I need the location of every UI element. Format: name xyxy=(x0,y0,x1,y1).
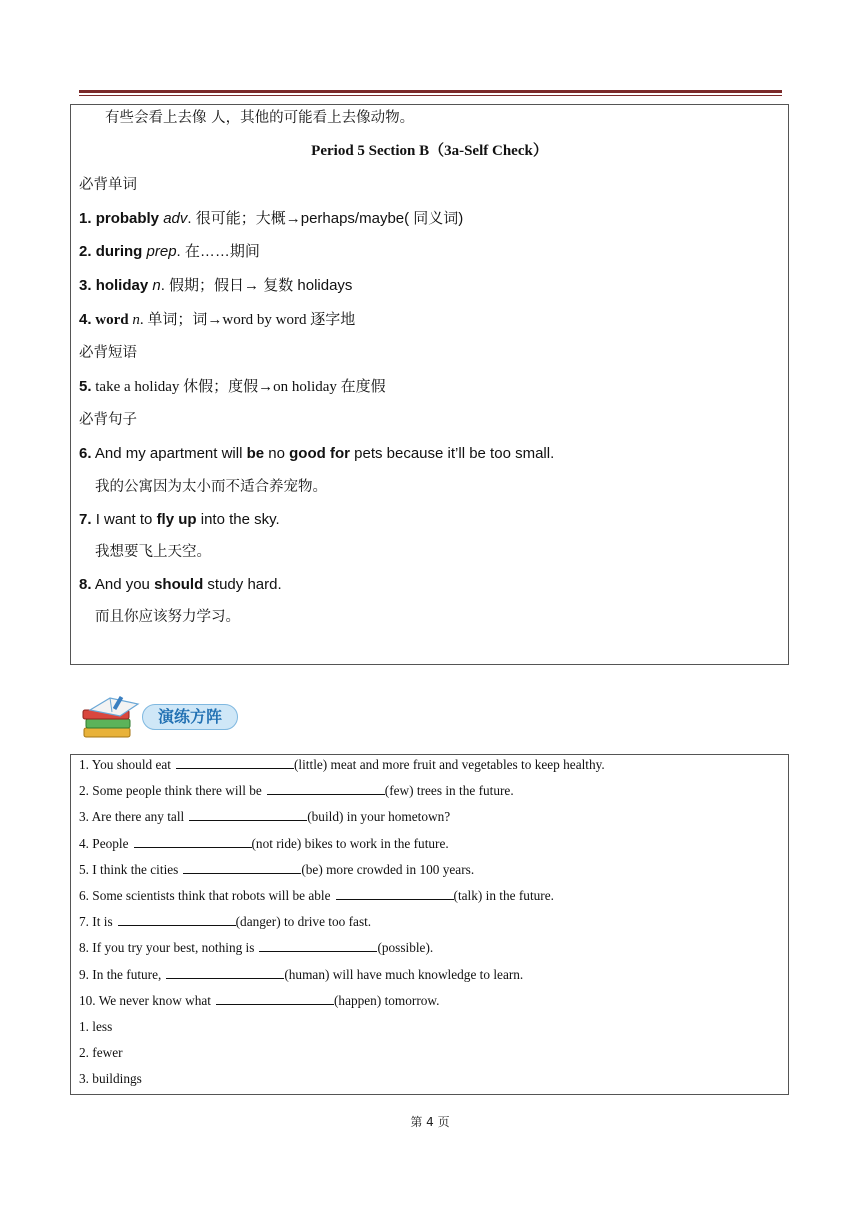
word-item-3 xyxy=(79,276,352,296)
answer-item: 3. buildings xyxy=(79,1071,142,1087)
exercise-hint: (few) trees in the future. xyxy=(384,783,514,799)
exercise-hint: (happen) tomorrow. xyxy=(334,992,440,1008)
answer-blank xyxy=(259,939,377,952)
vocabulary-box xyxy=(70,104,789,665)
answer-blank xyxy=(267,782,385,795)
answer-item: 1. less xyxy=(79,1019,113,1034)
exercise-item xyxy=(79,887,554,905)
carry-over-line: 有些会看上去像 人，其他的可能看上去像动物。 xyxy=(105,110,415,126)
exercise-hint: (build) in your hometown? xyxy=(307,809,451,825)
sentence-part: no xyxy=(268,445,285,462)
word-item-2 xyxy=(79,242,260,262)
page-number: 第 4 页 xyxy=(410,1115,450,1129)
answer-blank xyxy=(189,808,307,821)
answer-blank xyxy=(118,913,236,926)
key-phrase: should xyxy=(154,576,204,593)
item-number: 3. xyxy=(79,277,92,294)
exercise-prompt: 9. In the future, xyxy=(79,966,162,982)
exercise-prompt: 10. We never know what xyxy=(79,992,211,1008)
part-of-speech: n xyxy=(152,277,161,294)
exercise-item xyxy=(79,913,371,931)
exercise-prompt: 6. Some scientists think that robots will be able xyxy=(79,888,331,903)
header-rule-thin xyxy=(79,95,782,96)
sentence-part: study hard. xyxy=(207,576,282,593)
sentence-part: into the sky. xyxy=(200,511,280,528)
word-item-4 xyxy=(79,310,355,330)
item-number: 2. xyxy=(79,243,92,260)
exercise-prompt: 2. Some people think there will be xyxy=(79,783,262,799)
exercise-prompt: 5. I think the cities xyxy=(79,861,179,877)
sentence-part: And my apartment will xyxy=(94,445,243,462)
exercise-prompt: 1. You should eat xyxy=(79,757,171,772)
exercise-item xyxy=(79,782,514,800)
answer-blank xyxy=(216,992,334,1005)
definition: . 在……期间 xyxy=(176,243,260,260)
answer-blank xyxy=(336,887,454,900)
item-number: 1. xyxy=(79,210,92,227)
period-title: Period 5 Section B（3a-Self Check） xyxy=(311,143,548,159)
exercise-prompt: 3. Are there any tall xyxy=(79,809,185,825)
part-of-speech: n xyxy=(132,312,140,328)
vocab-word: holiday xyxy=(95,277,149,294)
answer-blank xyxy=(176,756,294,769)
exercise-item xyxy=(79,966,523,984)
definition: . 单词；词→word by word 逐字地 xyxy=(139,312,356,328)
exercise-box xyxy=(70,754,789,1095)
heading-phrases: 必背短语 xyxy=(79,345,137,361)
exercise-item xyxy=(79,808,450,826)
practice-banner xyxy=(80,694,240,742)
answer-blank xyxy=(166,966,284,979)
heading-words: 必背单词 xyxy=(79,177,137,193)
exercise-hint: (be) more crowded in 100 years. xyxy=(301,861,475,877)
phrase-text: take a holiday 休假；度假→on holiday 在度假 xyxy=(95,379,386,395)
sentence-part: And you xyxy=(94,576,150,593)
item-number: 6. xyxy=(79,445,92,462)
vocab-word: word xyxy=(95,312,129,328)
part-of-speech: prep xyxy=(146,243,177,260)
vocab-word: during xyxy=(95,243,143,260)
sentence-part: pets because it’ll be too small. xyxy=(354,445,555,462)
exercise-prompt: 7. It is xyxy=(79,914,113,930)
exercise-item xyxy=(79,939,433,957)
key-phrase: be xyxy=(246,445,265,462)
sentence-item-8 xyxy=(79,575,282,595)
exercise-hint: (possible). xyxy=(377,940,434,956)
sentence-item-6 xyxy=(79,444,554,464)
item-number: 7. xyxy=(79,511,92,528)
item-number: 8. xyxy=(79,576,92,593)
sentence-item-7 xyxy=(79,510,280,530)
exercise-hint: (human) will have much knowledge to learn. xyxy=(284,966,524,982)
key-phrase: fly up xyxy=(156,511,197,528)
key-phrase: good for xyxy=(289,445,350,462)
answer-item: 2. fewer xyxy=(79,1045,123,1061)
vocab-word: probably xyxy=(95,210,160,227)
heading-sentences: 必背句子 xyxy=(79,412,137,428)
word-item-1 xyxy=(79,209,463,229)
phrase-item-5 xyxy=(79,377,386,397)
item-number: 5. xyxy=(79,378,92,395)
exercise-item xyxy=(79,861,474,879)
answer-blank xyxy=(183,861,301,874)
exercise-prompt: 4. People xyxy=(79,835,129,851)
sentence-8-translation: 而且你应该努力学习。 xyxy=(95,609,240,625)
item-number: 4. xyxy=(79,311,92,328)
part-of-speech: adv xyxy=(163,210,188,227)
sentence-part: I want to xyxy=(95,511,153,528)
definition: . 假期；假日→ 复数 holidays xyxy=(160,277,353,294)
header-rule-thick xyxy=(79,90,782,93)
books-icon xyxy=(80,694,150,742)
sentence-7-translation: 我想要飞上天空。 xyxy=(95,544,211,560)
exercise-hint: (talk) in the future. xyxy=(453,888,554,903)
exercise-item xyxy=(79,992,439,1010)
exercise-hint: (not ride) bikes to work in the future. xyxy=(251,835,449,851)
exercise-hint: (little) meat and more fruit and vegetables to keep healthy. xyxy=(293,757,605,772)
sentence-6-translation: 我的公寓因为太小而不适合养宠物。 xyxy=(95,479,327,495)
exercise-item xyxy=(79,835,449,853)
definition: . 很可能；大概→perhaps/maybe( 同义词) xyxy=(187,210,464,227)
exercise-hint: (danger) to drive too fast. xyxy=(235,914,372,930)
exercise-item xyxy=(79,756,605,774)
answer-blank xyxy=(134,835,252,848)
exercise-prompt: 8. If you try your best, nothing is xyxy=(79,940,255,956)
banner-label: 演练方阵 xyxy=(142,704,238,730)
